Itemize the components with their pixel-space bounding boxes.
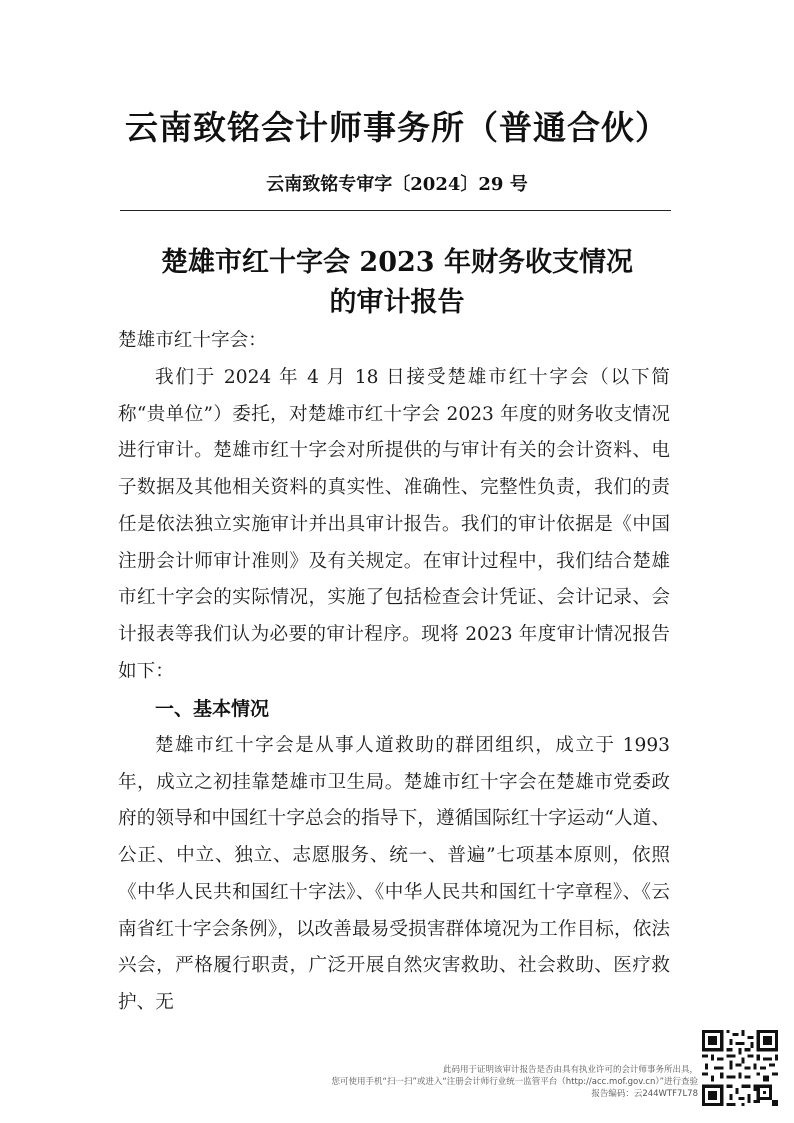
paragraph-engagement: 我们于 2024 年 4 月 18 日接受楚雄市红十字会（以下简称“贵单位”）委托，对楚雄市红十字会 2023 年度的财务收支情况进行审计。楚雄市红十字会对所提供的与审计有关的会计资料、电子数据及其他相关资料的真实性、准确性、完整性负责，我们的责任是依法独立实施审计并出具审计报告。我们的审计依据是《中国注册会计师审计准则》及有关规定。在审计过程中，我们结合楚雄市红十字会的实际情况，实施了包括检查会计凭证、会计记录、会计报表等我们认为必要的审计程序。现将 2023 年度审计情况报告如下： bbox=[118, 367, 670, 682]
firm-name: 云南致铭会计师事务所（普通合伙） bbox=[125, 108, 669, 147]
header-divider bbox=[120, 210, 671, 211]
report-title bbox=[0, 243, 794, 323]
salutation: 楚雄市红十字会： bbox=[118, 330, 267, 351]
footer-report-code: 报告编码：云244WTF7L78 bbox=[591, 1089, 698, 1099]
section-heading-basic-info: 一、基本情况 bbox=[155, 698, 270, 720]
footer-line-1: 此码用于证明该审计报告是否由具有执业许可的会计师事务所出具， bbox=[442, 1065, 698, 1075]
report-title-line1: 楚雄市红十字会 2023 年财务收支情况 bbox=[161, 247, 633, 278]
verification-footer bbox=[230, 1064, 698, 1100]
footer-line-2: 您可使用手机“扫一扫”或进入“注册会计师行业统一监管平台（http://acc.mof.gov.cn）”进行查验 bbox=[331, 1077, 698, 1087]
paragraph-basic-info: 楚雄市红十字会是从事人道救助的群团组织，成立于 1993 年，成立之初挂靠楚雄市卫生局。楚雄市红十字会在楚雄市党委政府的领导和中国红十字总会的指导下，遵循国际红十字运动“人道、公正、中立、独立、志愿服务、统一、普遍”七项基本原则，依照《中华人民共和国红十字法》、《中华人民共和国红十字章程》、《云南省红十字会条例》，以改善最易受损害群体境况为工作目标，依法兴会，严格履行职责，广泛开展自然灾害救助、社会救助、医疗救护、无 bbox=[118, 735, 670, 1013]
qr-code-icon[interactable] bbox=[702, 1030, 778, 1106]
report-title-line2: 的审计报告 bbox=[329, 287, 465, 318]
document-number: 云南致铭专审字〔2024〕29 号 bbox=[266, 174, 528, 195]
